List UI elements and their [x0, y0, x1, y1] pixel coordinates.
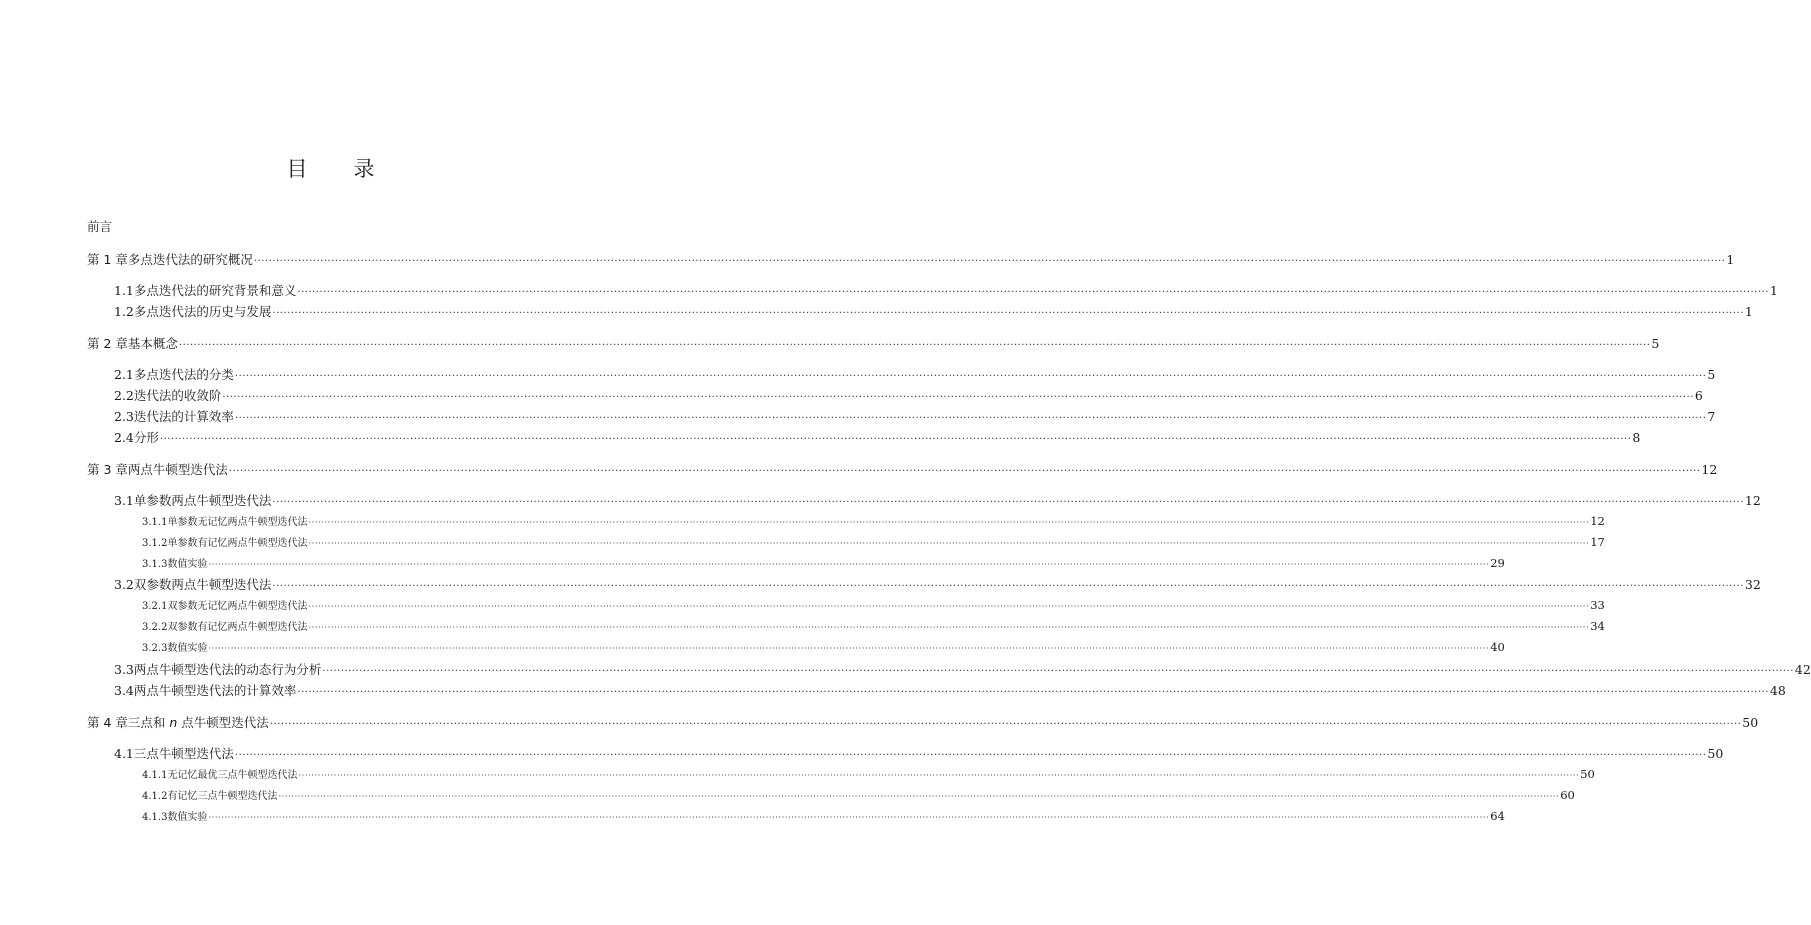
toc-entry-number: 4.1.1: [142, 770, 168, 781]
toc-entry[interactable]: [0, 513, 1605, 533]
toc-entry-title: 单参数两点牛顿型迭代法: [133, 493, 272, 508]
toc-leader-dots: ················································································································································································································································································································································································································: [308, 539, 1590, 549]
toc-entry-number: 2.2: [114, 388, 134, 403]
toc-entry-line[interactable]: [142, 639, 1505, 654]
toc-entry-line[interactable]: [114, 281, 1778, 299]
toc-entry-number: 2.4: [114, 430, 134, 445]
toc-entry[interactable]: [0, 407, 1716, 427]
toc-entry-number: 3.4: [114, 683, 134, 698]
toc-entry-number: 第 3 章: [87, 462, 128, 477]
toc-leader-dots: ················································································································································································································································································································································································································: [208, 560, 1490, 570]
toc-leader-dots: ················································································································································································································································································································································································································: [272, 581, 1744, 592]
toc-entry-line[interactable]: [142, 766, 1595, 781]
toc-entry[interactable]: [0, 281, 1778, 301]
toc-entry-page: 50: [1707, 746, 1724, 761]
toc-entry-line[interactable]: [142, 808, 1505, 823]
toc-entry[interactable]: [0, 250, 1735, 270]
toc-entry-page: 64: [1490, 809, 1505, 823]
toc-entry[interactable]: [0, 618, 1605, 638]
toc-entry-line[interactable]: [87, 713, 1759, 731]
toc-entry-page: 50: [1742, 715, 1759, 730]
toc-entry-line[interactable]: [87, 250, 1735, 268]
toc-entry[interactable]: [0, 639, 1505, 659]
toc-entry[interactable]: [0, 575, 1761, 595]
toc-entry-title: 两点牛顿型迭代法的计算效率: [133, 683, 297, 698]
toc-entry-number: 1.1: [114, 283, 134, 298]
toc-leader-dots: ················································································································································································································································································································································································································: [234, 750, 1707, 761]
toc-entry-page: 5: [1651, 336, 1660, 351]
toc-entry-page: 12: [1744, 493, 1761, 508]
toc-entry-line[interactable]: [142, 513, 1605, 528]
toc-entry-number: 3.2.2: [142, 622, 168, 633]
toc-entry-line[interactable]: [114, 660, 1811, 678]
toc-leader-dots: ················································································································································································································································································································································································································: [308, 602, 1590, 612]
toc-entry-title: 双参数无记忆两点牛顿型迭代法: [167, 601, 308, 612]
toc-entry-title: 双参数有记忆两点牛顿型迭代法: [167, 622, 308, 633]
toc-entry[interactable]: [0, 713, 1759, 733]
toc-entry-title: 迭代法的收敛阶: [133, 388, 222, 403]
toc-entry-page: 48: [1769, 683, 1786, 698]
toc-title: [0, 153, 661, 183]
toc-entry-title: 多点迭代法的历史与发展: [133, 304, 272, 319]
toc-entry-page: 7: [1707, 409, 1716, 424]
toc-entry-number: 2.1: [114, 367, 134, 382]
toc-entry-page: 5: [1707, 367, 1716, 382]
toc-entry-title: 基本概念: [127, 336, 178, 351]
toc-entry-number: 4.1.3: [142, 812, 168, 823]
toc-entry-line[interactable]: [114, 575, 1761, 593]
toc-entry-page: 1: [1769, 283, 1778, 298]
toc-entry-title: 两点牛顿型迭代法: [127, 462, 228, 477]
toc-leader-dots: ················································································································································································································································································································································································································: [298, 771, 1580, 781]
toc-entry-page: 60: [1560, 788, 1575, 802]
toc-leader-dots: ················································································································································································································································································································································································································: [297, 687, 1769, 698]
toc-entry-line[interactable]: [114, 365, 1716, 383]
toc-title-char-1: 目: [286, 157, 308, 181]
toc-title-char-2: 录: [353, 157, 375, 181]
toc-entry-line[interactable]: [87, 334, 1660, 352]
toc-leader-dots: ················································································································································································································································································································································································································: [272, 497, 1744, 508]
toc-entry-page: 8: [1632, 430, 1641, 445]
toc-entry-page: 17: [1590, 535, 1605, 549]
toc-leader-dots: ················································································································································································································································································································································································································: [308, 518, 1590, 528]
toc-entry-number: 第 4 章: [87, 715, 128, 730]
toc-entry[interactable]: [0, 460, 1718, 480]
toc-leader-dots: ················································································································································································································································································································································································································: [208, 644, 1490, 654]
toc-entry-line[interactable]: [114, 744, 1724, 762]
toc-entry[interactable]: [0, 302, 1753, 322]
toc-leader-dots: ················································································································································································································································································································································································································: [178, 340, 1651, 351]
toc-entry[interactable]: [0, 334, 1660, 354]
toc-entry-title: 数值实验: [167, 559, 208, 570]
toc-entry-number: 3.2.1: [142, 601, 168, 612]
toc-entry-number: 2.3: [114, 409, 134, 424]
toc-entry[interactable]: [0, 808, 1505, 828]
toc-leader-dots: ················································································································································································································································································································································································································: [222, 392, 1694, 403]
toc-entry-page: 12: [1701, 462, 1718, 477]
toc-entry-title: 双参数两点牛顿型迭代法: [133, 577, 272, 592]
toc-entry-page: 33: [1590, 598, 1605, 612]
toc-leader-dots: ················································································································································································································································································································································································································: [159, 434, 1632, 445]
toc-entry-line[interactable]: [114, 407, 1716, 425]
toc-entry-title: 迭代法的计算效率: [133, 409, 234, 424]
toc-entry[interactable]: [0, 491, 1761, 511]
toc-entry-number: 3.1.2: [142, 538, 168, 549]
toc-entry-number: 第 1 章: [87, 252, 128, 267]
toc-entry-page: 42: [1794, 662, 1811, 677]
toc-entry[interactable]: [0, 681, 1786, 701]
toc-entry-title: 有记忆三点牛顿型迭代法: [167, 791, 278, 802]
toc-entry-line[interactable]: [87, 460, 1718, 478]
toc-entry-number: 3.1: [114, 493, 134, 508]
toc-leader-dots: ················································································································································································································································································································································································································: [278, 792, 1560, 802]
toc-entry-title: 数值实验: [167, 643, 208, 654]
toc-leader-dots: ················································································································································································································································································································································································································: [297, 287, 1769, 298]
toc-leader-dots: ················································································································································································································································································································································································································: [308, 623, 1590, 633]
toc-entry-number: 3.1.3: [142, 559, 168, 570]
toc-entry-line[interactable]: [114, 491, 1761, 509]
toc-entry-line[interactable]: [114, 428, 1641, 446]
toc-entry-number: 1.2: [114, 304, 134, 319]
toc-entry-page: 29: [1490, 556, 1505, 570]
toc-entry-page: 1: [1744, 304, 1753, 319]
toc-entry-line[interactable]: [142, 597, 1605, 612]
toc-entry[interactable]: [0, 787, 1575, 807]
toc-entry[interactable]: [0, 555, 1505, 575]
toc-entry-title: 多点迭代法的研究概况: [127, 252, 253, 267]
toc-entry-line[interactable]: [142, 787, 1575, 802]
toc-entry-title: 单参数无记忆两点牛顿型迭代法: [167, 517, 308, 528]
toc-entry-title: 两点牛顿型迭代法的动态行为分析: [133, 662, 322, 677]
toc-entry-page: 6: [1694, 388, 1703, 403]
toc-entry-line[interactable]: [142, 534, 1605, 549]
toc-entry-page: 1: [1726, 252, 1735, 267]
toc-entry-page: 32: [1744, 577, 1761, 592]
toc-leader-dots: ················································································································································································································································································································································································································: [234, 371, 1707, 382]
toc-entry-title: 三点牛顿型迭代法: [133, 746, 234, 761]
toc-entry[interactable]: [0, 428, 1641, 448]
toc-entry-title: 数值实验: [167, 812, 208, 823]
toc-entry-line[interactable]: [114, 302, 1753, 320]
toc-leader-dots: ················································································································································································································································································································································································································: [208, 813, 1490, 823]
toc-entry-title: 三点和 n 点牛顿型迭代法: [127, 715, 269, 730]
toc-entry-title: 多点迭代法的研究背景和意义: [133, 283, 297, 298]
toc-entry-title: 多点迭代法的分类: [133, 367, 234, 382]
toc-entry-page: 50: [1580, 767, 1595, 781]
toc-entry[interactable]: [0, 766, 1595, 786]
toc-entry-preface[interactable]: 前言: [87, 219, 113, 234]
toc-entry-line[interactable]: [142, 555, 1505, 570]
toc-leader-dots: ················································································································································································································································································································································································································: [253, 256, 1726, 267]
toc-leader-dots: ················································································································································································································································································································································································································: [234, 413, 1707, 424]
toc-entry[interactable]: [0, 660, 1811, 680]
toc-entry[interactable]: [0, 744, 1724, 764]
toc-entry-title: 分形: [133, 430, 159, 445]
toc-entry-number: 4.1.2: [142, 791, 168, 802]
toc-leader-dots: ················································································································································································································································································································································································································: [322, 666, 1794, 677]
toc-entry-number: 4.1: [114, 746, 134, 761]
toc-entry-line[interactable]: [114, 386, 1703, 404]
toc-entry-line[interactable]: [114, 681, 1786, 699]
toc-entry-number: 3.2.3: [142, 643, 168, 654]
toc-entry[interactable]: [0, 597, 1605, 617]
toc-entry-title: 无记忆最优三点牛顿型迭代法: [167, 770, 298, 781]
toc-entry-page: 40: [1490, 640, 1505, 654]
toc-leader-dots: ················································································································································································································································································································································································································: [228, 466, 1701, 477]
toc-entry[interactable]: [0, 365, 1716, 385]
toc-leader-dots: ················································································································································································································································································································································································································: [272, 308, 1744, 319]
toc-entry-title: 单参数有记忆两点牛顿型迭代法: [167, 538, 308, 549]
toc-entry-line[interactable]: [142, 618, 1605, 633]
toc-entry-page: 34: [1590, 619, 1605, 633]
toc-entry-number: 3.3: [114, 662, 134, 677]
toc-entry[interactable]: [0, 534, 1605, 554]
toc-entry-number: 3.1.1: [142, 517, 168, 528]
toc-entry-page: 12: [1590, 514, 1605, 528]
toc-entry-number: 第 2 章: [87, 336, 128, 351]
toc-entry[interactable]: [0, 386, 1703, 406]
toc-entry-number: 3.2: [114, 577, 134, 592]
toc-leader-dots: ················································································································································································································································································································································································································: [269, 719, 1742, 730]
